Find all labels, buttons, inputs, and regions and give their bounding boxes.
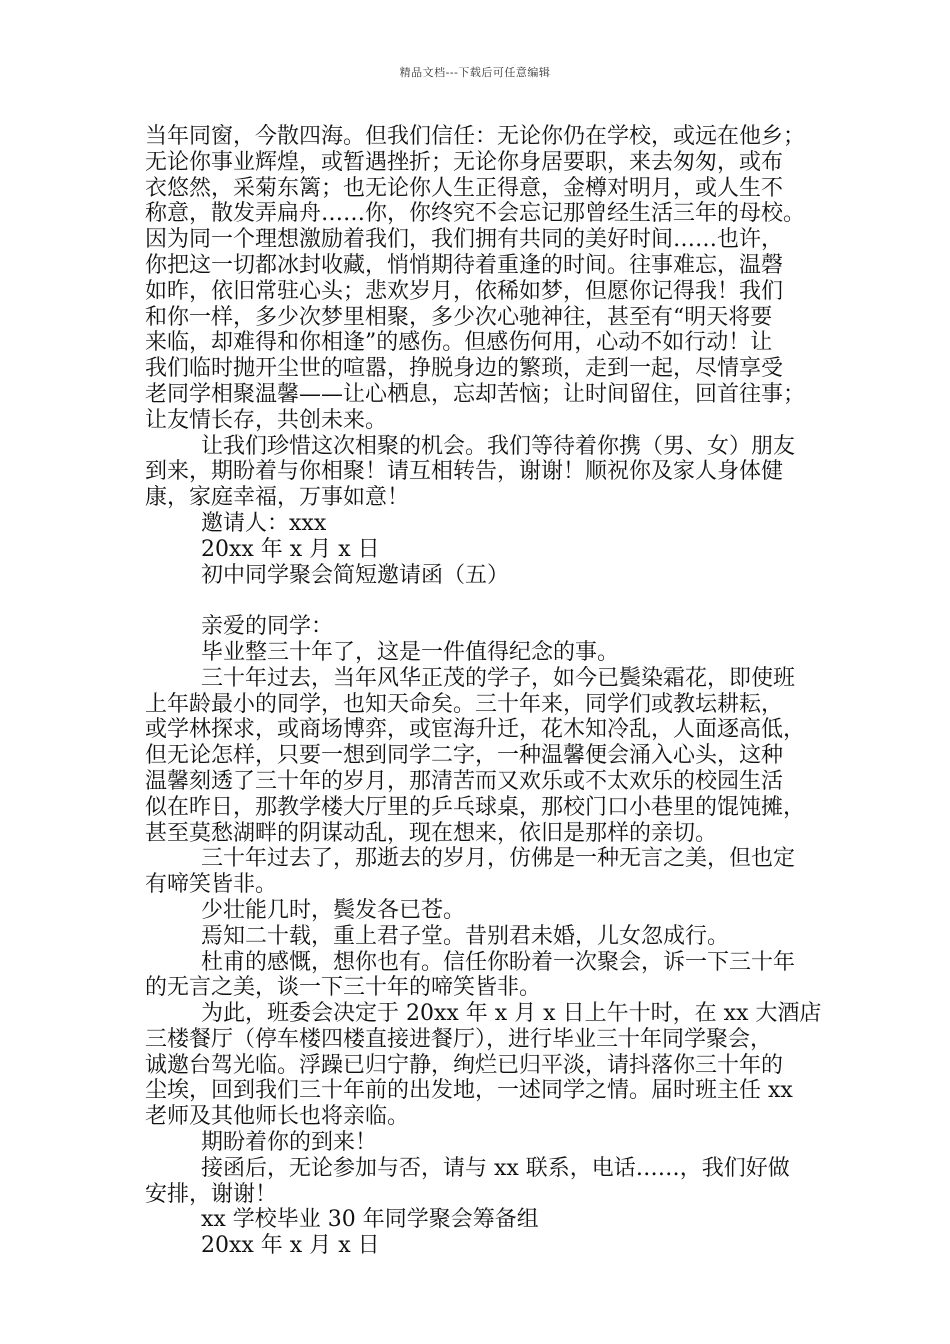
document-body	[145, 124, 822, 1259]
text-line: 你把这一切都冰封收藏，悄悄期待着重逢的时间。往事难忘，温磬	[145, 252, 784, 278]
text-line: 如昨，依旧常驻心头；悲欢岁月，依稀如梦，但愿你记得我！我们	[145, 278, 784, 304]
text-line: 因为同一个理想激励着我们，我们拥有共同的美好时间……也许，	[145, 227, 784, 253]
text-line: 老师及其他师长也将亲临。	[145, 1104, 410, 1130]
date-line: 20xx 年 x 月 x 日	[201, 536, 380, 562]
text-line: 三楼餐厅（停车楼四楼直接进餐厅），进行毕业三十年同学聚会，	[145, 1026, 773, 1052]
text-line: 当年同窗，今散四海。但我们信任：无论你仍在学校，或远在他乡；	[145, 124, 806, 149]
text-line: 三十年过去了，那逝去的岁月，仿佛是一种无言之美，但也定	[201, 846, 796, 872]
text-line: 诚邀台驾光临。浮躁已归宁静，绚烂已归平淡，请抖落你三十年的	[145, 1052, 784, 1078]
text-line: 似在昨日，那教学楼大厅里的乒乓球桌，那校门口小巷里的馄饨摊，	[145, 794, 806, 820]
text-line: 到来，期盼着与你相聚！请互相转告，谢谢！顺祝你及家人身体健	[145, 459, 784, 485]
text-line: 毕业整三十年了，这是一件值得纪念的事。	[201, 639, 620, 665]
text-line: 来临，却难得和你相逢”的感伤。但感伤何用，心动不如行动！让	[145, 330, 773, 356]
date-line: 20xx 年 x 月 x 日	[201, 1233, 380, 1259]
text-line: 甚至莫愁湖畔的阴谋动乱，现在想来，依旧是那样的亲切。	[145, 820, 718, 846]
signature-line: xx 学校毕业 30 年同学聚会筹备组	[201, 1207, 539, 1233]
blank-line	[145, 588, 813, 614]
text-line: 老同学相聚温馨——让心栖息，忘却苦恼；让时间留住，回首往事；	[145, 381, 806, 407]
text-line: 期盼着你的到来！	[201, 1130, 378, 1156]
text-line: 杜甫的感慨，想你也有。信任你盼着一次聚会，诉一下三十年	[201, 949, 796, 975]
inviter-line: 邀请人：xxx	[201, 510, 327, 536]
text-line: 和你一样，多少次梦里相聚，多少次心驰神往，甚至有“明天将要	[145, 304, 773, 330]
text-line: 的无言之美，谈一下三十年的啼笑皆非。	[145, 975, 542, 1001]
text-line: 我们临时抛开尘世的喧嚣，挣脱身边的繁琐，走到一起，尽情享受	[145, 356, 784, 382]
text-line: 接函后，无论参加与否，请与 xx 联系，电话……，我们好做	[201, 1155, 790, 1181]
section-title: 初中同学聚会简短邀请函（五）	[201, 562, 510, 588]
text-line: 有啼笑皆非。	[145, 872, 278, 898]
text-line: 让友情长存，共创未来。	[145, 407, 388, 433]
text-line: 让我们珍惜这次相聚的机会。我们等待着你携（男、女）朋友	[201, 433, 796, 459]
text-line: 焉知二十载，重上君子堂。昔别君未婚，儿女忽成行。	[201, 923, 730, 949]
text-line: 为此，班委会决定于 20xx 年 x 月 x 日上午十时，在 xx 大酒店	[201, 1001, 822, 1027]
text-line: 尘埃，回到我们三十年前的出发地，一述同学之情。届时班主任 xx	[145, 1078, 793, 1104]
text-line: 无论你事业辉煌，或暂遇挫折；无论你身居要职，来去匆匆，或布	[145, 149, 784, 175]
text-line: 安排，谢谢！	[145, 1181, 278, 1207]
page-header: 精品文档---下载后可任意编辑	[399, 66, 551, 79]
text-line: 三十年过去，当年风华正茂的学子，如今已鬓染霜花，即使班	[201, 665, 796, 691]
salutation: 亲爱的同学：	[201, 614, 334, 640]
text-line: 称意，散发弄扁舟……你，你终究不会忘记那曾经生活三年的母校。	[145, 201, 806, 227]
text-line: 康，家庭幸福，万事如意！	[145, 485, 410, 511]
text-line: 衣悠然，采菊东篱；也无论你人生正得意，金樽对明月，或人生不	[145, 175, 784, 201]
text-line: 但无论怎样，只要一想到同学二字，一种温馨便会涌入心头，这种	[145, 743, 784, 769]
text-line: 上年龄最小的同学，也知天命矣。三十年来，同学们或教坛耕耘，	[145, 691, 784, 717]
text-line: 少壮能几时，鬓发各已苍。	[201, 897, 466, 923]
text-line: 温馨刻透了三十年的岁月，那清苦而又欢乐或不太欢乐的校园生活	[145, 768, 784, 794]
text-line: 或学林探求，或商场博弈，或宦海升迁，花木知冷乱，人面逐高低，	[145, 717, 806, 743]
